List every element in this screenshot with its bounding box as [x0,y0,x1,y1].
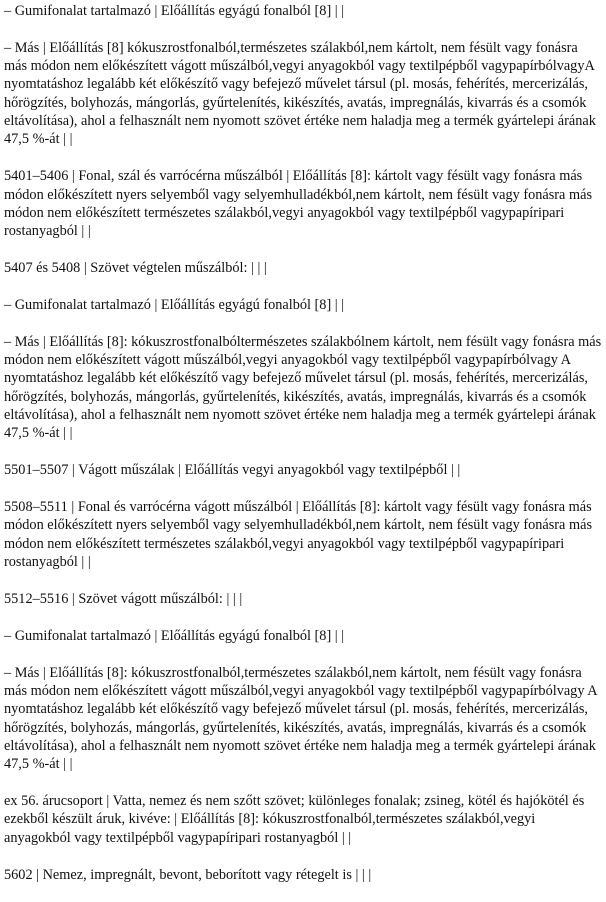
document-body [4,2,602,902]
paragraph-5512-5516: 5512–5516 | Szövet vágott műszálból: | | | [4,590,243,607]
paragraph-5407-5408: 5407 és 5408 | Szövet végtelen műszálból: | | | [4,260,267,277]
paragraph-mas-2: – Más | Előállítás [8]: kókuszrostfonalbóltermészetes szálakbólnem kártolt, nem fésült vagy fonásra más módon nem előkészített vágott műszálból,vegyi anyagokból vagy textilpépből vagypapírbólvagy A nyomtatáshoz legalább két előkészítő vagy befejező művelet társul (pl. mosás, fehérítés, mercerizálás, hőrögzítés, bolyhozás, mángorlás, gyűrtelenítés, kikészítés, avatás, impregnálás, kivarrás és a csomók eltávolítása), ahol a felhasznált nem nyomott szövet értéke nem haladja meg a termék gyártelepi árának 47,5 %-át | | [4,333,602,442]
paragraph-mas-1: – Más | Előállítás [8] kókuszrostfonalból,természetes szálakból,nem kártolt, nem fésült vagy fonásra más módon nem előkészített vágott műszálból,vegyi anyagokból vagy textilpépből vagypapírbólvagyA nyomtatáshoz legalább két előkészítő vagy befejező művelet társul (pl. mosás, fehérítés, mercerizálás, hőrögzítés, bolyhozás, mángorlás, gyűrtelenítés, kikészítés, avatás, impregnálás, kivarrás és a csomók eltávolítása), ahol a felhasznált nem nyomott szövet értéke nem haladja meg a termék gyártelepi árának 47,5 %-át | | [4,39,596,148]
paragraph-gumifonal-1: – Gumifonalat tartalmazó | Előállítás egyágú fonalból [8] | | [4,3,345,19]
paragraph-5501-5507: 5501–5507 | Vágott műszálak | Előállítás vegyi anyagokból vagy textilpépből | | [4,462,461,479]
paragraph-mas-3: – Más | Előállítás [8]: kókuszrostfonalból,természetes szálakból,nem kártolt, nem fésült vagy fonásra más módon nem előkészített vágott műszálból,vegyi anyagokból vagy textilpépből vagypapírbólvagy A nyomtatáshoz legalább két előkészítő vagy befejező művelet társul (pl. mosás, fehérítés, mercerizálás, hőrögzítés, bolyhozás, mángorlás, gyűrtelenítés, kikészítés, avatás, impregnálás, kivarrás és a csomók eltávolítása), ahol a felhasznált nem nyomott szövet értéke nem haladja meg a termék gyártelepi árának 47,5 %-át | | [4,664,597,773]
paragraph-5508-5511: 5508–5511 | Fonal és varrócérna vágott műszálból | Előállítás [8]: kártolt vagy fésült vagy fonásra más módon előkészített nyers selyemből vagy selyemhulladékból,nem kártolt, nem fésült vagy fonásra más módon nem előkészített természetes szálakból,vegyi anyagokból vagy textilpépből vagypapíripari rostanyagból | | [4,499,593,570]
paragraph-gumifonal-3: – Gumifonalat tartalmazó | Előállítás egyágú fonalból [8] | | [4,627,345,644]
paragraph-5401-5406: 5401–5406 | Fonal, szál és varrócérna műszálból | Előállítás [8]: kártolt vagy fésült vagy fonásra más módon előkészített nyers selyemből vagy selyemhulladékból,nem kártolt, nem fésült vagy fonásra más módon nem előkészített természetes szálakból,vegyi anyagokból vagy textilpépből vagypapíripari rostanyagból | | [4,168,593,240]
paragraph-ex-56: ex 56. árucsoport | Vatta, nemez és nem szőtt szövet; különleges fonalak; zsineg, kötél és hajókötél és ezekből készült áruk, kivéve: | Előállítás [8]: kókuszrostfonalból,természetes szálakból,vegyi anyagokból vagy textilpépből vagypapíripari rostanyagból | | [4,793,585,846]
paragraph-5602: 5602 | Nemez, impregnált, bevont, beborított vagy rétegelt is | | | [4,866,372,883]
paragraph-gumifonal-2: – Gumifonalat tartalmazó | Előállítás egyágú fonalból [8] | | [4,296,345,313]
